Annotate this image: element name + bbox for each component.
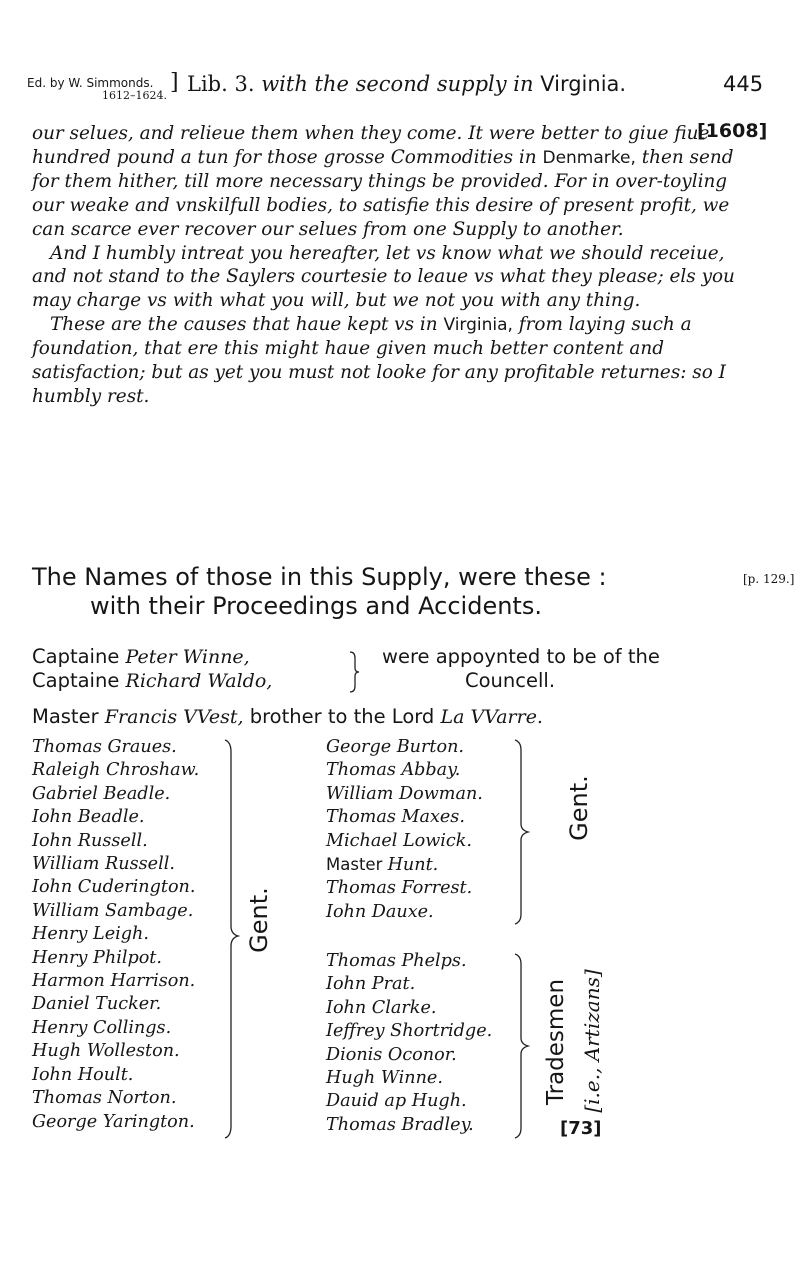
- person-name: Thomas Maxes.: [326, 807, 465, 828]
- list-item: Daniel Tucker.: [32, 994, 162, 1015]
- person-name: Michael Lowick.: [326, 830, 473, 851]
- captain-name: Peter Winne,: [125, 646, 250, 668]
- running-place: Virginia.: [540, 72, 627, 96]
- bracket-page-number: [73]: [560, 1118, 602, 1139]
- names-heading-line2: with their Proceedings and Accidents.: [90, 592, 542, 620]
- list-item: Thomas Phelps.: [326, 951, 467, 971]
- editor-years: 1612–1624.: [102, 89, 167, 102]
- list-item: Dauid ap Hugh.: [326, 1091, 467, 1112]
- list-item: [326, 877, 483, 900]
- captains-brace: [348, 650, 364, 694]
- list-item: Iohn Hoult.: [32, 1064, 134, 1085]
- list-item: Iohn Clarke.: [326, 997, 437, 1018]
- names-heading-line1: The Names of those in this Supply, were these :: [32, 563, 607, 591]
- list-item: Thomas Bradley.: [326, 1114, 474, 1135]
- list-item: Raleigh Chroshaw.: [32, 760, 200, 781]
- list-item: George Yarington.: [32, 1111, 195, 1132]
- captain-name: Richard Waldo,: [125, 670, 273, 692]
- margin-year: [1608]: [697, 120, 768, 142]
- place-name: Virginia,: [443, 314, 513, 335]
- place-name: Denmarke,: [542, 147, 636, 168]
- person-name: William Dowman.: [326, 783, 483, 804]
- list-item: Iohn Beadle.: [32, 807, 145, 828]
- tradesmen-label: Tradesmen: [543, 978, 569, 1106]
- list-item: Henry Leigh.: [32, 924, 149, 945]
- person-name: Hunt.: [387, 855, 439, 876]
- list-item: Thomas Graues.: [32, 737, 177, 757]
- list-item: Dionis Oconor.: [326, 1044, 457, 1065]
- artizans-label: [i.e., Artizans]: [580, 969, 604, 1113]
- letter-conclusion: [32, 122, 742, 408]
- editor-credit: [27, 76, 153, 90]
- captain-title: Captaine: [32, 645, 120, 668]
- list-item: Iohn Russell.: [32, 830, 148, 851]
- person-name: George Burton.: [326, 737, 464, 757]
- header-bracket: ]: [170, 70, 179, 95]
- gent-label-left: Gent.: [245, 887, 273, 953]
- master-line: [32, 705, 543, 728]
- gentlemen-list-right: [326, 736, 483, 924]
- page-number: 445: [723, 72, 764, 96]
- master-prefix: Master: [32, 705, 99, 728]
- captain-row: [32, 669, 272, 692]
- list-item: Iohn Prat.: [326, 974, 416, 995]
- text-run: And I humbly intreat you hereafter, let vs know what we should receiue, and not stand to the Saylers courtesie to leaue vs what they please; els you may charge vs with what you will, but we not you with any thing.: [32, 242, 735, 311]
- list-item: [326, 736, 483, 759]
- list-item: Iohn Cuderington.: [32, 877, 196, 898]
- gentlemen-list-left: [32, 736, 199, 1134]
- running-head: [187, 72, 626, 96]
- gentlemen-brace-right: [512, 738, 534, 928]
- margin-page-ref: [p. 129.]: [743, 572, 795, 586]
- list-item: [326, 783, 483, 806]
- running-title: with the second supply in: [261, 72, 534, 96]
- list-item: Ieffrey Shortridge.: [326, 1021, 493, 1042]
- list-item: Henry Philpot.: [32, 947, 162, 968]
- list-item: Hugh Winne.: [326, 1068, 443, 1089]
- list-item: William Russell.: [32, 854, 175, 875]
- gent-label-right: Gent.: [565, 775, 593, 841]
- tradesmen-brace: [512, 952, 534, 1142]
- list-item: [326, 830, 483, 853]
- person-name: Iohn Dauxe.: [326, 901, 434, 922]
- editor-name: Ed. by W. Simmonds.: [27, 76, 154, 90]
- person-name: Thomas Forrest.: [326, 878, 473, 899]
- captain-row: [32, 645, 250, 668]
- council-note-line1: were appoynted to be of the: [382, 645, 660, 668]
- list-item: [326, 901, 483, 924]
- paragraph: [32, 313, 742, 409]
- list-item: Thomas Norton.: [32, 1088, 177, 1109]
- list-item: Gabriel Beadle.: [32, 783, 171, 804]
- list-item: [326, 759, 483, 782]
- paragraph: [32, 122, 742, 242]
- captain-title: Captaine: [32, 669, 120, 692]
- gentlemen-brace-left: [222, 738, 244, 1140]
- list-item: [326, 806, 483, 829]
- paragraph: [32, 242, 742, 313]
- person-name: Thomas Abbay.: [326, 760, 461, 781]
- text-run: then send for them hither, till more necessary things be provided. For in over-toyling our weake and vnskilfull bodies, to satisfie this desire of present profit, we can scarce ever recover our selues from one Supply to another.: [32, 146, 734, 240]
- council-note-line2: Councell.: [465, 669, 556, 692]
- master-relation: brother to the Lord: [249, 705, 435, 728]
- tradesmen-list: [326, 950, 492, 1137]
- text-run: our selues, and relieue them when they come. It were better to giue fiue hundred pound a tun for those grosse Commodities in: [32, 123, 710, 168]
- list-item: Hugh Wolleston.: [32, 1041, 180, 1062]
- lord-name: La VVarre.: [440, 706, 543, 728]
- text-run: from laying such a foundation, that ere this might haue given much better content and satisfaction; but as yet you must not looke for any profitable returnes: so I humbly rest.: [32, 313, 726, 407]
- book-number: Lib. 3.: [187, 72, 255, 96]
- list-item: Henry Collings.: [32, 1017, 172, 1038]
- list-item: William Sambage.: [32, 900, 194, 921]
- list-item: [326, 853, 483, 877]
- list-item: Harmon Harrison.: [32, 971, 196, 992]
- text-run: These are the causes that haue kept vs in: [50, 313, 444, 335]
- name-prefix: Master: [326, 855, 388, 875]
- master-name: Francis VVest,: [104, 706, 244, 728]
